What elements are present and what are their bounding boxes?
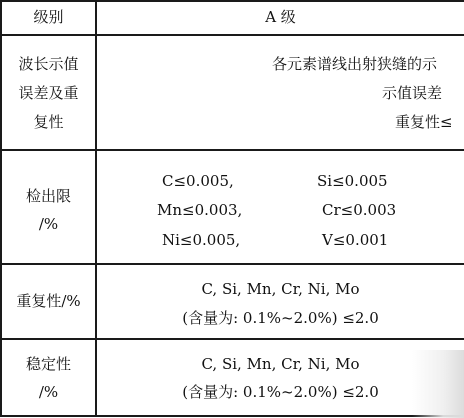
row-label-wavelength-line2: 误差及重 xyxy=(18,84,79,102)
row-label-stability-line1: 稳定性 xyxy=(25,355,71,373)
stability-range: (含量为: 0.1%~2.0%) ≤2.0 xyxy=(182,383,379,401)
scan-glare xyxy=(412,350,464,418)
stability-elements: C, Si, Mn, Cr, Ni, Mo xyxy=(201,355,360,373)
wavelength-text-line3: 重复性≤ xyxy=(395,113,453,131)
table-rule-bottom xyxy=(0,415,464,417)
table-rule-row1 xyxy=(0,149,464,151)
header-label-level: 级别 xyxy=(33,8,64,26)
repeatability-range: (含量为: 0.1%~2.0%) ≤2.0 xyxy=(182,309,379,327)
wavelength-text-line2: 示值误差 xyxy=(382,84,443,102)
row-label-stability-line2: /% xyxy=(38,383,59,401)
row-label-wavelength-line3: 复性 xyxy=(33,113,64,131)
limit-c: C≤0.005, xyxy=(162,172,234,190)
wavelength-text-line1: 各元素谱线出射狭缝的示 xyxy=(272,55,438,73)
table-rule-header xyxy=(0,34,464,36)
limit-cr: Cr≤0.003 xyxy=(322,201,397,219)
limit-v: V≤0.001 xyxy=(322,231,389,249)
row-label-repeatability: 重复性/% xyxy=(16,292,81,310)
row-label-detection-line1: 检出限 xyxy=(25,187,71,205)
row-label-detection-line2: /% xyxy=(38,215,59,233)
table-rule-row2 xyxy=(0,263,464,265)
row-label-wavelength-line1: 波长示值 xyxy=(18,55,79,73)
table-rule-row3 xyxy=(0,338,464,340)
repeatability-elements: C, Si, Mn, Cr, Ni, Mo xyxy=(201,280,360,298)
limit-mn: Mn≤0.003, xyxy=(157,201,243,219)
limit-si: Si≤0.005 xyxy=(317,172,388,190)
limit-ni: Ni≤0.005, xyxy=(162,231,241,249)
table-rule-top xyxy=(0,0,464,2)
header-label-grade: A 级 xyxy=(265,8,296,26)
